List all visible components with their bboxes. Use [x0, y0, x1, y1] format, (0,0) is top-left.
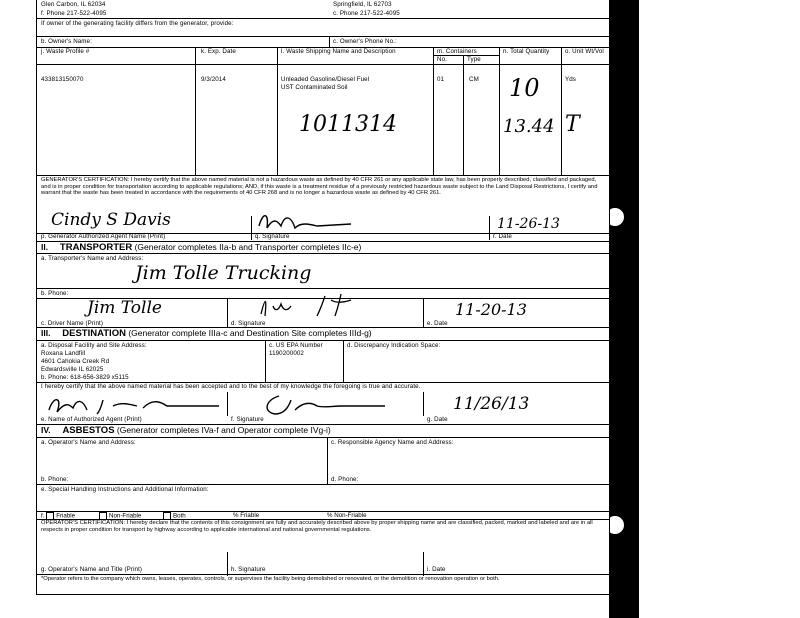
handwritten-weight: 13.44 [503, 116, 555, 137]
operator-date-label: i. Date [427, 566, 446, 573]
driver-date-label: e. Date [427, 320, 448, 327]
destination-section-title: DESTINATION [62, 328, 126, 339]
percent-friable-label: % Friable [233, 512, 260, 519]
containers-type: CM [469, 76, 479, 83]
waste-profile-number: 433813150070 [41, 76, 84, 83]
transporter-name-handwritten: Jim Tolle Trucking [135, 262, 312, 284]
col-containers-type: Type [467, 56, 481, 63]
generator-signature [255, 208, 355, 236]
asbestos-f-label: f. [41, 512, 45, 520]
generator-mailing-phone: c. Phone 217-522-4095 [333, 10, 400, 17]
operator-signature-label: h. Signature [231, 566, 266, 573]
special-handling-label: e. Special Handling Instructions and Additional Information: [41, 486, 209, 493]
transporter-section-subtitle: (Generator completes IIa-b and Transporter completes IIc-e) [134, 242, 362, 252]
col-unit: o. Unit Wt/Vol [565, 48, 604, 55]
generator-certification-text: GENERATOR'S CERTIFICATION: I hereby certify that the above named material is not a hazardous waste as defined by 40 CFR 261 or any applicable state law, has been properly described, classified and packaged, and is in proper condition for transportation according to applicable regulations; AND, if this waste is a treatment residue of a previously restricted hazardous waste subject to the Land Disposal Restrictions, I certify and warrant that the waste has been treated in accordance with the requirements of 40 CFR 268 and is no longer a hazardous waste as defined by 40 CFR 261. [41, 177, 598, 197]
operator-name-title-label: g. Operator's Name and Title (Print) [41, 566, 143, 573]
both-option-label: Both [173, 512, 186, 520]
percent-nonfriable-label: % Non-Friable [327, 512, 367, 519]
generator-agent-handwritten: Cindy S Davis [51, 210, 171, 230]
destination-date-label: g. Date [427, 416, 448, 423]
transporter-section-title: TRANSPORTER [59, 242, 133, 253]
disposal-facility-address-2: Edwardsville IL 62025 [41, 366, 104, 373]
disposal-facility-label: a. Disposal Facility and Site Address: [41, 342, 147, 349]
destination-section-number: III. [41, 328, 51, 338]
epa-number-value: 1190200002 [269, 350, 304, 357]
agency-phone-label: d. Phone: [331, 476, 359, 483]
handwritten-ticket: 1011314 [299, 112, 397, 137]
owner-name-label: b. Owner's Name: [41, 38, 92, 45]
disposal-facility-phone: b. Phone: 618-656-3829 x5115 [41, 374, 129, 381]
nonfriable-option-label: Non-Friable [109, 512, 142, 520]
destination-agent-label: e. Name of Authorized Agent (Print) [41, 416, 142, 423]
owner-phone-label: c. Owner's Phone No.: [333, 38, 397, 45]
discrepancy-label: d. Discrepancy Indication Space: [347, 342, 441, 349]
transporter-phone-label: b. Phone: [41, 290, 69, 297]
waste-exp-date: 9/3/2014 [201, 76, 226, 83]
destination-date-handwritten: 11/26/13 [453, 394, 530, 414]
operator-certification-text: OPERATOR'S CERTIFICATION: I hereby declare that the contents of this consignment are fully and accurately described above by proper shipping name and are classified, packed, marked and labeled and are in all respects in proper condition for transport by highway according to applicable international and national governmental regulations. [41, 520, 593, 533]
disposal-facility-name: Roxana Landfill [41, 350, 86, 357]
operator-phone-label: b. Phone: [41, 476, 69, 483]
handwritten-quantity: 10 [509, 74, 540, 102]
generator-address: Glen Carbon, IL 62034 [41, 1, 106, 8]
containers-number: 01 [437, 76, 445, 83]
handwritten-unit: T [565, 112, 580, 137]
waste-description-2: UST Contaminated Soil [281, 84, 348, 91]
destination-section-subtitle: (Generator complete IIIa-c and Destination Site completes IIId-g) [128, 328, 372, 338]
col-containers: m. Containers [437, 48, 477, 55]
destination-cert-text: I hereby certify that the above named material has been accepted and to the best of my knowledge the foregoing is true and accurate. [41, 383, 421, 390]
destination-signature [259, 392, 389, 418]
driver-name-label: c. Driver Name (Print) [41, 320, 104, 327]
transporter-name-label: a. Transporter's Name and Address: [41, 255, 144, 262]
generator-mailing-address: Springfield, IL 62703 [333, 1, 392, 8]
friable-option-label: Friable [56, 512, 76, 520]
col-total-quantity: n. Total Quantity [503, 48, 550, 55]
col-shipping-name: l. Waste Shipping Name and Description [281, 48, 396, 55]
generator-date-label: r. Date [493, 233, 512, 240]
agency-name-label: c. Responsible Agency Name and Address: [331, 439, 454, 446]
asbestos-section-title: ASBESTOS [62, 425, 115, 436]
waste-manifest-form [36, 0, 610, 595]
driver-signature-label: d. Signature [231, 320, 266, 327]
asbestos-section-number: IV. [41, 425, 51, 435]
generator-signature-label: q. Signature [255, 233, 290, 240]
asbestos-section-subtitle: (Generator completes IVa-f and Operator complete IVg-i) [116, 425, 331, 435]
driver-signature [255, 290, 375, 320]
waste-description-1: Unleaded Gasoline/Diesel Fuel [281, 76, 370, 83]
owner-note: If owner of the generating facility differs from the generator, provide: [41, 20, 234, 27]
unit-value: Yds [565, 76, 576, 83]
transporter-section-number: II. [41, 242, 49, 252]
destination-signature-label: f. Signature [231, 416, 264, 423]
destination-agent-handwritten [43, 392, 223, 418]
operator-name-label: a. Operator's Name and Address: [41, 439, 136, 446]
driver-name-handwritten: Jim Tolle [87, 298, 162, 318]
generator-agent-label: p. Generator Authorized Agent Name (Print) [41, 233, 166, 240]
col-exp-date: k. Exp. Date [201, 48, 236, 55]
epa-number-label: c. US EPA Number [269, 342, 323, 349]
driver-date-handwritten: 11-20-13 [455, 300, 527, 319]
col-containers-no: No. [437, 56, 447, 63]
generator-date-handwritten: 11-26-13 [497, 216, 560, 232]
generator-phone: f. Phone 217-522-4095 [41, 10, 107, 17]
operator-footnote: *Operator refers to the company which owns, leases, operates, controls, or supervises the facility being demolished or renovated, or the demolition or renovation operation or both. [41, 576, 500, 582]
col-waste-profile: j. Waste Profile # [41, 48, 90, 55]
disposal-facility-address-1: 4601 Cahokia Creek Rd [41, 358, 110, 365]
